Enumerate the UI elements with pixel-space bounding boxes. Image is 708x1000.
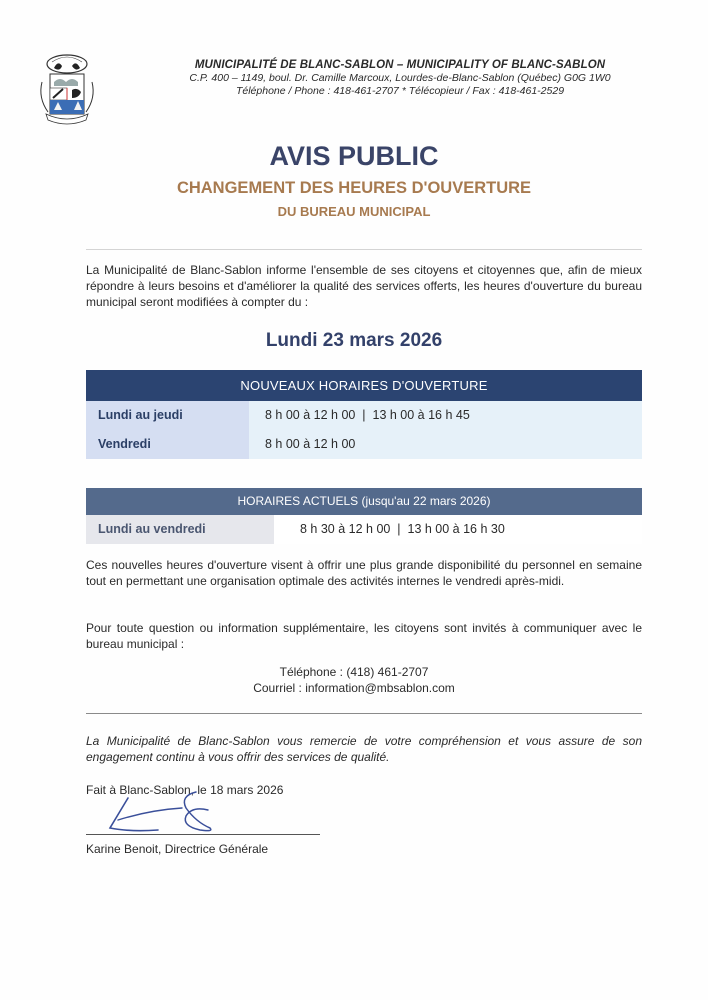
current-hours-table	[86, 488, 642, 544]
closing-paragraph: La Municipalité de Blanc-Sablon vous remercie de votre compréhension et vous assure de son engagement continu à vous offrir des services de qualité.	[86, 734, 642, 764]
table-row	[86, 515, 642, 544]
handwritten-signature-icon	[100, 790, 230, 838]
day-cell: Vendredi	[86, 430, 249, 459]
municipality-phone-fax: Téléphone / Phone : 418-461-2707 * Télécopieur / Fax : 418-461-2529	[235, 85, 565, 97]
coat-of-arms-icon	[36, 52, 98, 130]
day-cell: Lundi au jeudi	[86, 401, 249, 430]
contact-block	[0, 664, 708, 696]
table-row	[86, 430, 642, 459]
letterhead	[150, 58, 650, 98]
current-hours-header: HORAIRES ACTUELS (jusqu'au 22 mars 2026)	[86, 488, 642, 515]
notice-subtitle-secondary: DU BUREAU MUNICIPAL	[277, 204, 431, 219]
signature-line	[86, 834, 320, 835]
hours-cell: 8 h 00 à 12 h 00 | 13 h 00 à 16 h 45	[249, 401, 642, 430]
contact-invitation-paragraph: Pour toute question ou information supplémentaire, les citoyens sont invités à communiquer avec le bureau municipal :	[86, 621, 642, 651]
day-cell: Lundi au vendredi	[86, 515, 274, 544]
new-hours-header: NOUVEAUX HORAIRES D'OUVERTURE	[86, 370, 642, 401]
effective-date: Lundi 23 mars 2026	[265, 330, 443, 351]
page-title: AVIS PUBLIC	[269, 141, 439, 171]
signatory-name: Karine Benoit, Directrice Générale	[86, 842, 269, 856]
notice-subtitle: CHANGEMENT DES HEURES D'OUVERTURE	[176, 179, 532, 197]
intro-paragraph: La Municipalité de Blanc-Sablon informe l'ensemble de ses citoyens et citoyennes que, afin de mieux répondre à leurs besoins et d'améliorer la qualité des services offerts, les heures d'ouverture du bureau municipal seront modifiées à compter du :	[86, 263, 642, 309]
municipality-name: MUNICIPALITÉ DE BLANC-SABLON – MUNICIPALITY OF BLANC-SABLON	[194, 59, 606, 71]
divider	[86, 249, 642, 250]
divider	[86, 713, 642, 714]
municipality-address: C.P. 400 – 1149, boul. Dr. Camille Marcoux, Lourdes-de-Blanc-Sablon (Québec) G0G 1W0	[189, 72, 611, 84]
new-hours-table	[86, 370, 642, 459]
contact-phone: Téléphone : (418) 461-2707	[279, 665, 429, 679]
place-and-date: Fait à Blanc-Sablon, le 18 mars 2026	[86, 783, 284, 797]
contact-email[interactable]: Courriel : information@mbsablon.com	[253, 681, 455, 695]
hours-cell: 8 h 00 à 12 h 00	[249, 430, 642, 459]
table-row	[86, 401, 642, 430]
hours-cell: 8 h 30 à 12 h 00 | 13 h 00 à 16 h 30	[274, 515, 642, 544]
rationale-paragraph: Ces nouvelles heures d'ouverture visent à offrir une plus grande disponibilité du personnel en semaine tout en permettant une organisation optimale des activités internes le vendredi après-midi.	[86, 558, 642, 588]
